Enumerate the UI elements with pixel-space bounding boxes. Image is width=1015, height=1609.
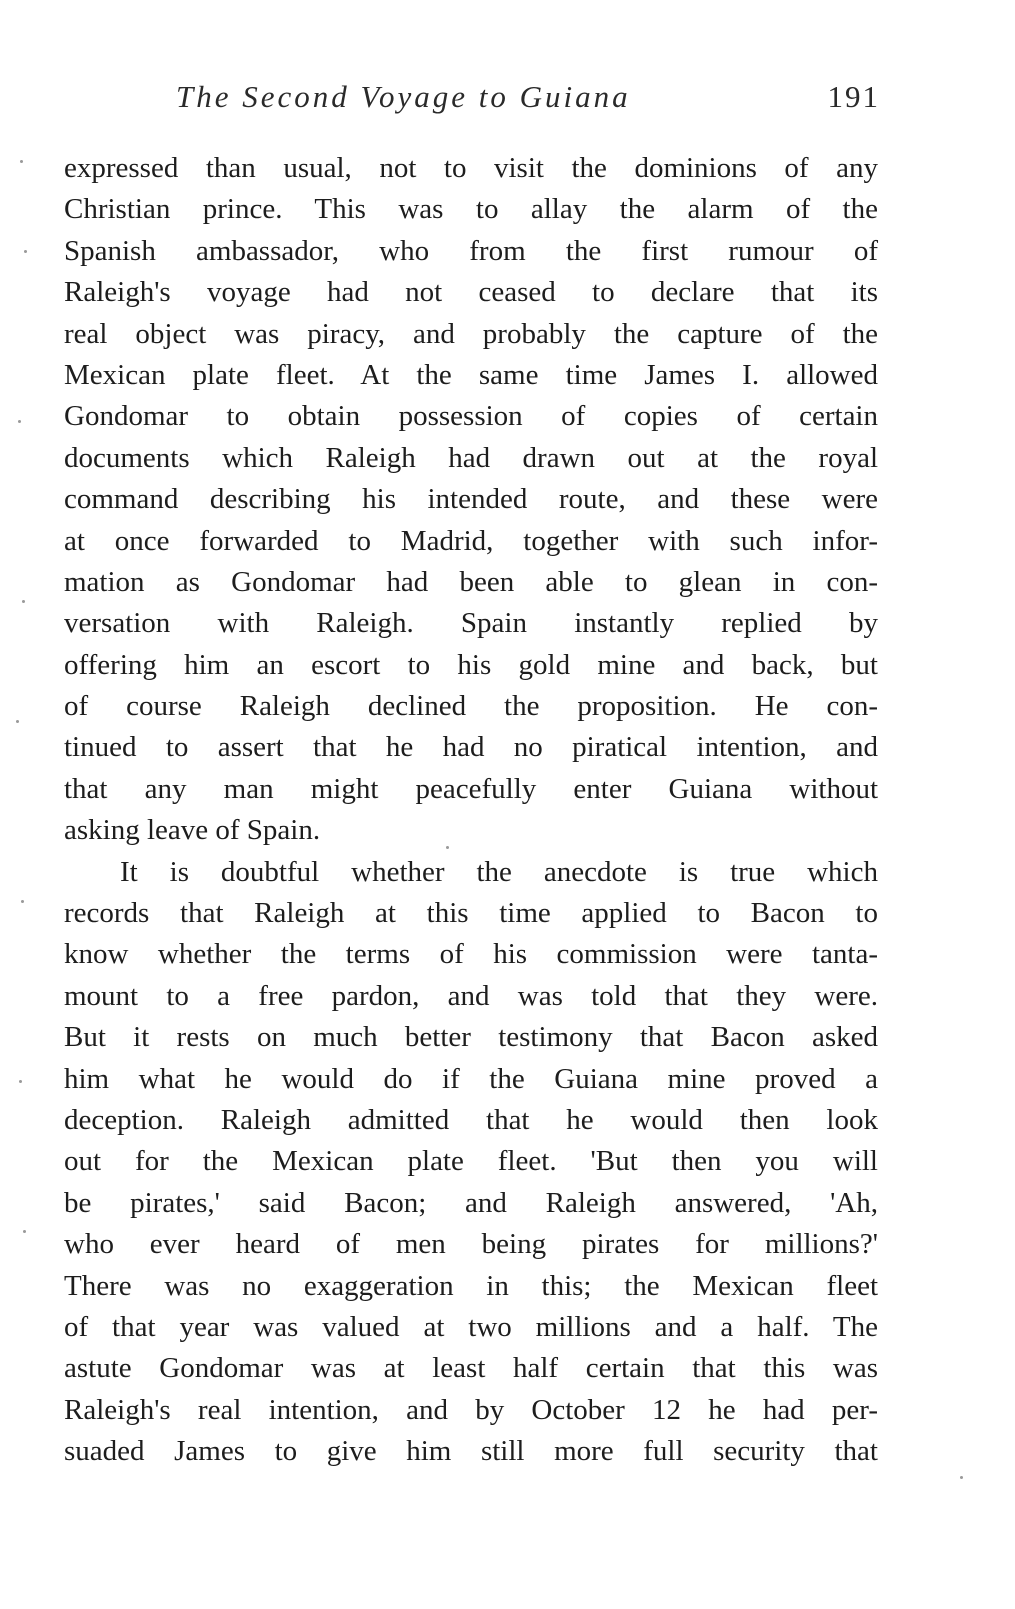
text-line: astute Gondomar was at least half certain that this was <box>64 1352 878 1385</box>
text-line: expressed than usual, not to visit the dominions of any <box>64 152 878 184</box>
paragraph <box>64 852 878 1473</box>
text-line: command describing his intended route, and these were <box>64 483 878 516</box>
scan-speck <box>16 720 19 723</box>
text-line: Gondomar to obtain possession of copies of certain <box>64 400 878 433</box>
text-line: Spanish ambassador, who from the first rumour of <box>64 234 878 267</box>
text-line: There was no exaggeration in this; the Mexican fleet <box>64 1269 878 1302</box>
text-line: who ever heard of men being pirates for millions?' <box>64 1228 878 1261</box>
scan-speck <box>18 420 21 423</box>
text-line: mation as Gondomar had been able to glean in con- <box>64 565 878 598</box>
text-line: of course Raleigh declined the proposition. He con- <box>64 690 878 723</box>
text-line: Christian prince. This was to allay the alarm of the <box>64 193 878 226</box>
text-line: But it rests on much better testimony that Bacon asked <box>64 1021 878 1054</box>
scan-speck <box>21 900 24 903</box>
scan-speck <box>19 1080 22 1083</box>
text-line: know whether the terms of his commission were tanta- <box>64 938 878 971</box>
scan-speck <box>960 1476 963 1479</box>
page-number: 191 <box>827 79 880 114</box>
scan-speck <box>24 250 27 253</box>
text-line: documents which Raleigh had drawn out at the royal <box>64 441 878 474</box>
running-head <box>150 74 886 120</box>
running-title: The Second Voyage to Guiana <box>176 79 631 114</box>
text-line: It is doubtful whether the anecdote is true which <box>120 855 878 888</box>
text-line: be pirates,' said Bacon; and Raleigh answered, 'Ah, <box>64 1186 878 1219</box>
text-line: out for the Mexican plate fleet. 'But then you will <box>64 1145 878 1178</box>
text-line: of that year was valued at two millions and a half. The <box>64 1310 878 1343</box>
text-line: versation with Raleigh. Spain instantly replied by <box>64 607 878 640</box>
text-line: Raleigh's real intention, and by October 12 he had per- <box>64 1393 878 1426</box>
scan-speck <box>20 160 23 163</box>
text-line: asking leave of Spain. <box>64 814 321 847</box>
text-line: tinued to assert that he had no piratical intention, and <box>64 731 878 764</box>
text-line: suaded James to give him still more full security that <box>64 1435 878 1468</box>
text-line: real object was piracy, and probably the capture of the <box>64 317 878 350</box>
text-line: Raleigh's voyage had not ceased to declare that its <box>64 276 878 309</box>
text-line: Mexican plate fleet. At the same time James I. allowed <box>64 358 878 391</box>
text-line: him what he would do if the Guiana mine proved a <box>64 1062 878 1095</box>
text-line: mount to a free pardon, and was told that they were. <box>64 979 878 1012</box>
text-line: deception. Raleigh admitted that he would then look <box>64 1103 878 1136</box>
text-line: at once forwarded to Madrid, together with such infor- <box>64 524 878 557</box>
text-line: offering him an escort to his gold mine and back, but <box>64 648 878 681</box>
paragraph <box>64 148 878 852</box>
scan-speck <box>22 600 25 603</box>
text-line: records that Raleigh at this time applied to Bacon to <box>64 897 878 930</box>
body-text <box>64 148 878 1473</box>
text-line: that any man might peacefully enter Guiana without <box>64 772 878 805</box>
scan-speck <box>446 846 449 849</box>
scan-speck <box>23 1230 26 1233</box>
